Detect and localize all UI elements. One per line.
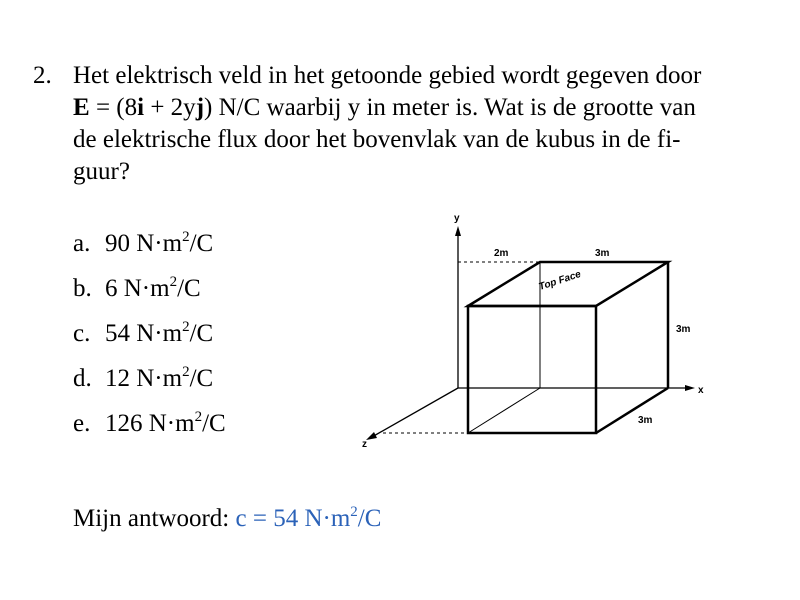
option-unit: /C	[189, 320, 214, 347]
option-unit: /C	[189, 230, 214, 257]
dim-bottom-label: 3m	[638, 415, 653, 426]
option-value: 6 N·m	[105, 275, 170, 302]
x-axis-arrow	[685, 385, 695, 391]
dim-width-label: 3m	[595, 248, 610, 259]
field-symbol-E: E	[73, 94, 90, 121]
unit-vector-i: i	[137, 94, 145, 121]
dim-depth-label: 2m	[494, 248, 509, 259]
option-value: 54 N·m	[105, 320, 183, 347]
unit-vector-j: j	[195, 94, 205, 121]
option-letter: d.	[73, 365, 92, 392]
question-number: 2.	[33, 62, 52, 89]
option-value: 90 N·m	[105, 230, 183, 257]
option-exponent: 2	[169, 274, 178, 290]
cube-front-face	[468, 306, 596, 433]
dim-height-label: 3m	[676, 324, 691, 335]
option-exponent: 2	[182, 229, 190, 245]
option-exponent: 2	[194, 409, 203, 425]
z-axis-arrow	[366, 432, 377, 440]
answer-text: c = 54 N·m	[235, 505, 351, 532]
cube-bottom-left-edge	[468, 388, 540, 433]
option-exponent: 2	[182, 364, 190, 380]
top-face-label: Top Face	[537, 268, 583, 293]
equation-rest: ) N/C waarbij y in meter is. Wat is de grootte van	[204, 94, 696, 121]
question-line-1: Het elektrisch veld in het getoonde gebied wordt gegeven door	[73, 62, 702, 89]
question-line-3: de elektrische flux door het bovenvlak van de kubus in de fi-	[73, 126, 681, 153]
option-value: 12 N·m	[105, 365, 183, 392]
equation-open: = (8	[89, 94, 138, 121]
answer-exponent: 2	[350, 504, 358, 520]
option-value: 126 N·m	[105, 410, 195, 437]
z-axis	[372, 388, 458, 437]
option-exponent: 2	[182, 319, 190, 335]
equation-plus: + 2y	[144, 94, 196, 121]
question-line-4: guur?	[73, 158, 130, 185]
option-letter: b.	[73, 275, 92, 302]
option-letter: a.	[73, 230, 91, 257]
cube-right-bottom-edge	[596, 388, 668, 433]
option-letter: c.	[73, 320, 91, 347]
x-axis-label: x	[698, 385, 704, 396]
option-letter: e.	[73, 410, 91, 437]
answer-unit: /C	[357, 505, 382, 532]
y-axis-arrow	[455, 226, 461, 236]
y-axis-label: y	[454, 213, 460, 224]
option-unit: /C	[177, 275, 201, 302]
option-unit: /C	[202, 410, 226, 437]
option-unit: /C	[189, 365, 214, 392]
z-axis-label: z	[362, 439, 367, 450]
answer-label: Mijn antwoord:	[73, 505, 230, 532]
